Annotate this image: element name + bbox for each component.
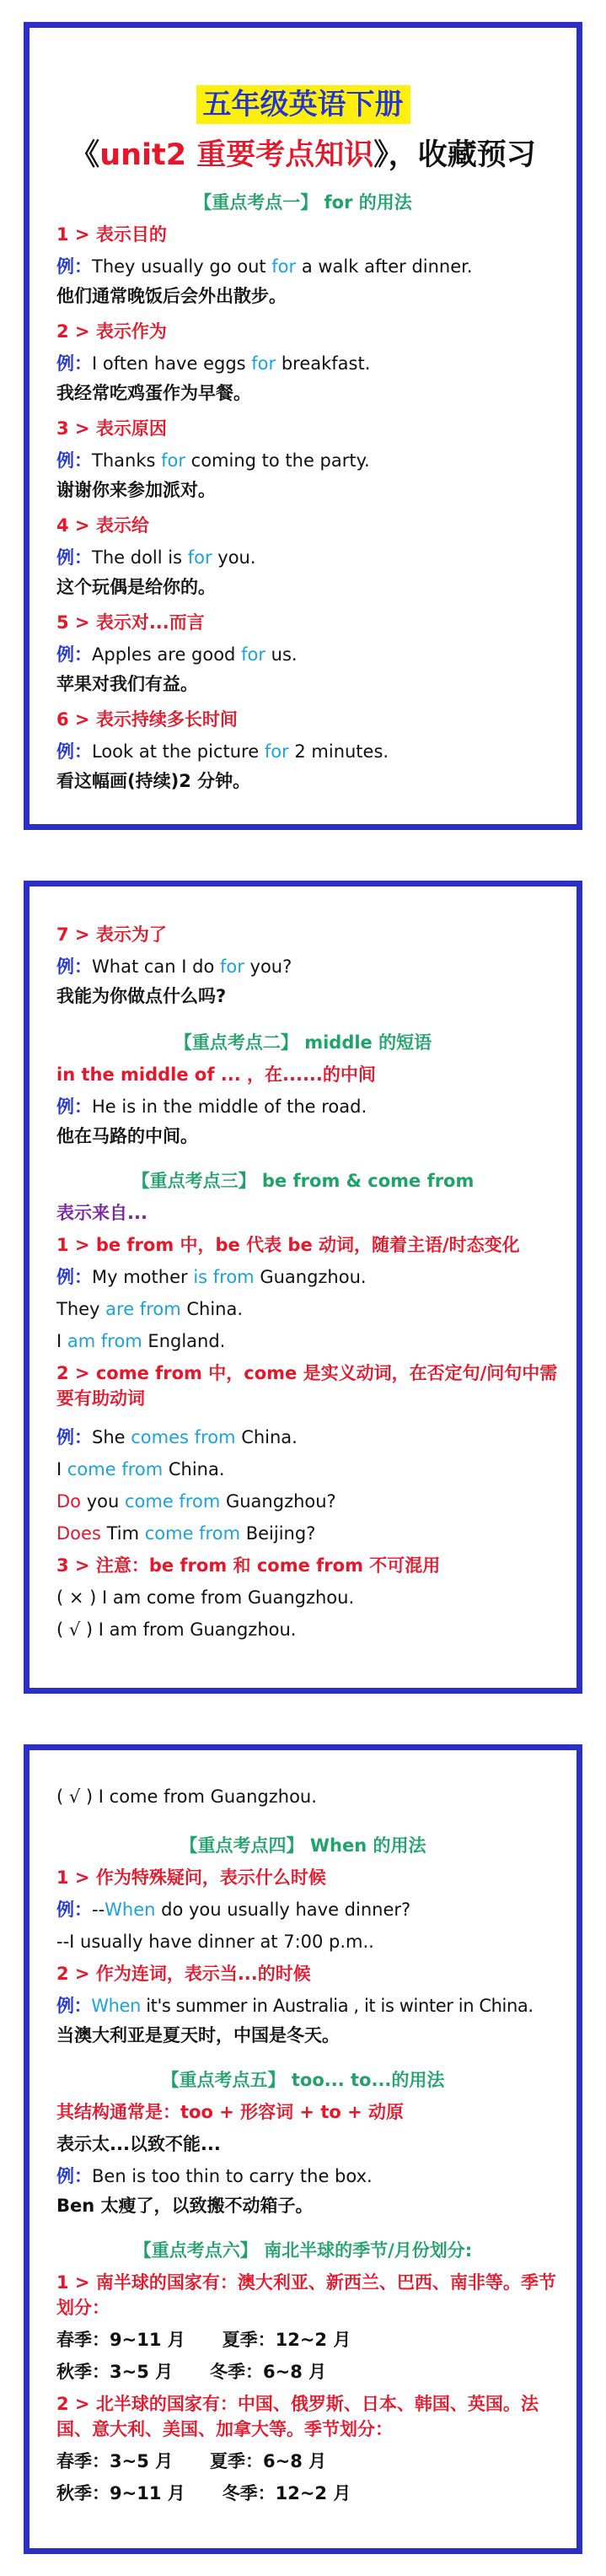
example-when-question [56,1897,560,1922]
example-text: Guangzhou? [220,1491,336,1512]
translation-too-to: Ben 太瘦了，以致搬不动箱子。 [56,2196,314,2216]
example-text: What can I do [92,957,220,977]
example-come-from-1 [56,1425,560,1450]
wrong-example: ( × ) I am come from Guangzhou. [56,1587,355,1608]
example-text: you? [244,957,292,977]
example-label: 例： [56,957,92,977]
example-text: I [56,1459,67,1479]
keyword: for [161,450,185,471]
keyword: When [105,1900,156,1920]
example-text: breakfast. [276,353,371,374]
keyword: for [219,957,244,977]
example-text: a walk after dinner. [296,256,473,277]
example-come-from-3 [56,1489,560,1514]
too-to-meaning: 表示太...以致不能... [56,2134,221,2154]
example-text: The doll is [92,547,188,568]
example-text: China. [180,1299,244,1319]
example-when-answer: --I usually have dinner at 7:00 p.m.. [56,1932,374,1952]
translation-2: 我经常吃鸡蛋作为早餐。 [56,383,251,403]
example-text: Guangzhou. [254,1267,367,1287]
middle-phrase: in the middle of ... ，在......的中间 [56,1064,376,1085]
example-come-from-2 [56,1457,560,1482]
example-text: -- [92,1900,105,1920]
usage-label-1: 1 > 表示目的 [56,224,167,245]
example-label: 例： [56,547,92,568]
translation-when: 当澳大利亚是夏天时，中国是冬天。 [56,2025,340,2045]
keyword: for [264,741,289,762]
example-text: you [81,1491,125,1512]
example-label: 例： [56,1097,92,1117]
example-2 [56,351,560,376]
south-seasons-1: 春季：9~11 月 夏季：12~2 月 [56,2330,351,2350]
keyword: come from [124,1491,221,1512]
when-usage-2: 2 > 作为连词，表示当...的时候 [56,1964,311,1984]
usage-label-2: 2 > 表示作为 [56,321,167,342]
example-text: you. [212,547,256,568]
example-text: China. [163,1459,225,1479]
example-middle [56,1094,560,1119]
card-1 [24,22,582,830]
example-text: Thanks [92,450,162,471]
card-2 [24,881,582,1694]
title-banner [29,85,577,124]
subtitle-close: 》，收藏预习 [373,138,536,172]
keyword: for [271,256,297,277]
card-3 [24,1744,582,2554]
example-label: 例： [56,353,92,374]
translation-1: 他们通常晚饭后会外出散步。 [56,286,287,306]
example-text: Ben is too thin to carry the box. [92,2166,373,2186]
example-text: China. [235,1427,298,1447]
example-text: I often have eggs [92,353,252,374]
usage-label-5: 5 > 表示对...而言 [56,612,205,633]
usage-label-7: 7 > 表示为了 [56,924,167,945]
example-text: 2 minutes. [288,741,389,762]
usage-label-6: 6 > 表示持续多长时间 [56,709,238,730]
example-7 [56,954,560,979]
translation-3: 谢谢你来参加派对。 [56,480,216,500]
example-text: I [56,1331,67,1351]
example-text: Look at the picture [92,741,265,762]
example-be-from-3 [56,1328,560,1354]
example-1 [56,254,560,279]
meaning-from: 表示来自... [56,1203,147,1223]
auxiliary-verb: Does [56,1523,101,1544]
north-seasons-2: 秋季：9~11 月 冬季：12~2 月 [56,2483,351,2503]
example-text: Beijing? [240,1523,316,1544]
rule-note: 3 > 注意：be from 和 come from 不可混用 [56,1555,441,1576]
section-header-6: 【重点考点六】 南北半球的季节/月份划分: [133,2240,473,2261]
keyword: for [241,644,265,665]
example-be-from-2 [56,1296,560,1322]
south-seasons-2: 秋季：3~5 月 冬季：6~8 月 [56,2362,327,2382]
southern-hemisphere: 1 > 南半球的国家有：澳大利亚、新西兰、巴西、南非等。季节划分： [56,2272,556,2318]
example-text: Apples are good [92,644,242,665]
rule-come-from: 2 > come from 中，come 是实义动词，在否定句/问句中需要有助动词 [56,1363,558,1409]
keyword: come from [67,1459,164,1479]
usage-label-3: 3 > 表示原因 [56,418,167,439]
keyword: for [187,547,212,568]
page-subtitle [29,134,577,176]
example-text: us. [265,644,298,665]
keyword: comes from [131,1427,236,1447]
when-usage-1: 1 > 作为特殊疑问，表示什么时候 [56,1867,326,1888]
example-text: coming to the party. [185,450,370,471]
example-label: 例： [56,256,92,277]
keyword: is from [193,1267,255,1287]
rule-be-from: 1 > be from 中，be 代表 be 动词，随着主语/时态变化 [56,1235,520,1255]
example-text: She [92,1427,131,1447]
example-text: My mother [92,1267,194,1287]
example-text: They [56,1299,106,1319]
translation-7: 我能为你做点什么吗? [56,986,227,1006]
keyword: am from [67,1331,142,1351]
subtitle-open: 《 [70,138,100,172]
example-text: Tim [100,1523,145,1544]
subtitle-highlight: unit2 重要考点知识 [99,138,374,172]
keyword: for [251,353,276,374]
correct-example: ( √ ) I am from Guangzhou. [56,1619,297,1640]
usage-label-4: 4 > 表示给 [56,515,149,536]
example-label: 例： [56,450,92,471]
north-seasons-1: 春季：3~5 月 夏季：6~8 月 [56,2451,327,2471]
section-header-1: 【重点考点一】 for 的用法 [194,192,412,213]
example-text: He is in the middle of the road. [92,1097,367,1117]
example-label: 例： [56,1267,92,1287]
example-label: 例： [56,741,92,762]
section-header-5: 【重点考点五】 too... to...的用法 [161,2070,445,2090]
example-6 [56,739,560,764]
section-header-4: 【重点考点四】 When 的用法 [180,1835,426,1856]
section-header-2: 【重点考点二】 middle 的短语 [174,1032,432,1053]
example-label: 例： [56,2166,92,2186]
example-text: They usually go out [92,256,272,277]
northern-hemisphere: 2 > 北半球的国家有：中国、俄罗斯、日本、韩国、英国。法国、意大利、美国、加拿大等。季节划分： [56,2394,539,2439]
translation-middle: 他在马路的中间。 [56,1126,198,1146]
section-header-3: 【重点考点三】 be from & come from [131,1171,475,1191]
keyword: come from [144,1523,241,1544]
too-to-structure: 其结构通常是：too + 形容词 + to + 动原 [56,2102,405,2122]
translation-5: 苹果对我们有益。 [56,674,198,694]
example-text: England. [142,1331,226,1351]
keyword: When [91,1996,141,2016]
translation-4: 这个玩偶是给你的。 [56,577,216,597]
page-title: 五年级英语下册 [196,85,410,124]
example-label: 例： [56,1427,92,1447]
keyword: are from [105,1299,181,1319]
auxiliary-verb: Do [56,1491,82,1512]
example-come-from-4 [56,1521,560,1546]
example-too-to [56,2164,560,2189]
example-text: do you usually have dinner? [155,1900,411,1920]
example-4 [56,545,560,570]
example-label: 例： [56,1996,92,2016]
example-when-conj [56,1993,560,2018]
example-label: 例： [56,1900,92,1920]
example-text: it's summer in Australia , it is winter in China. [140,1996,534,2016]
correct-example-2: ( √ ) I come from Guangzhou. [56,1786,317,1807]
example-label: 例： [56,644,92,665]
example-be-from-1 [56,1264,560,1290]
translation-6: 看这幅画(持续)2 分钟。 [56,771,251,791]
example-5 [56,642,560,667]
example-3 [56,448,560,473]
